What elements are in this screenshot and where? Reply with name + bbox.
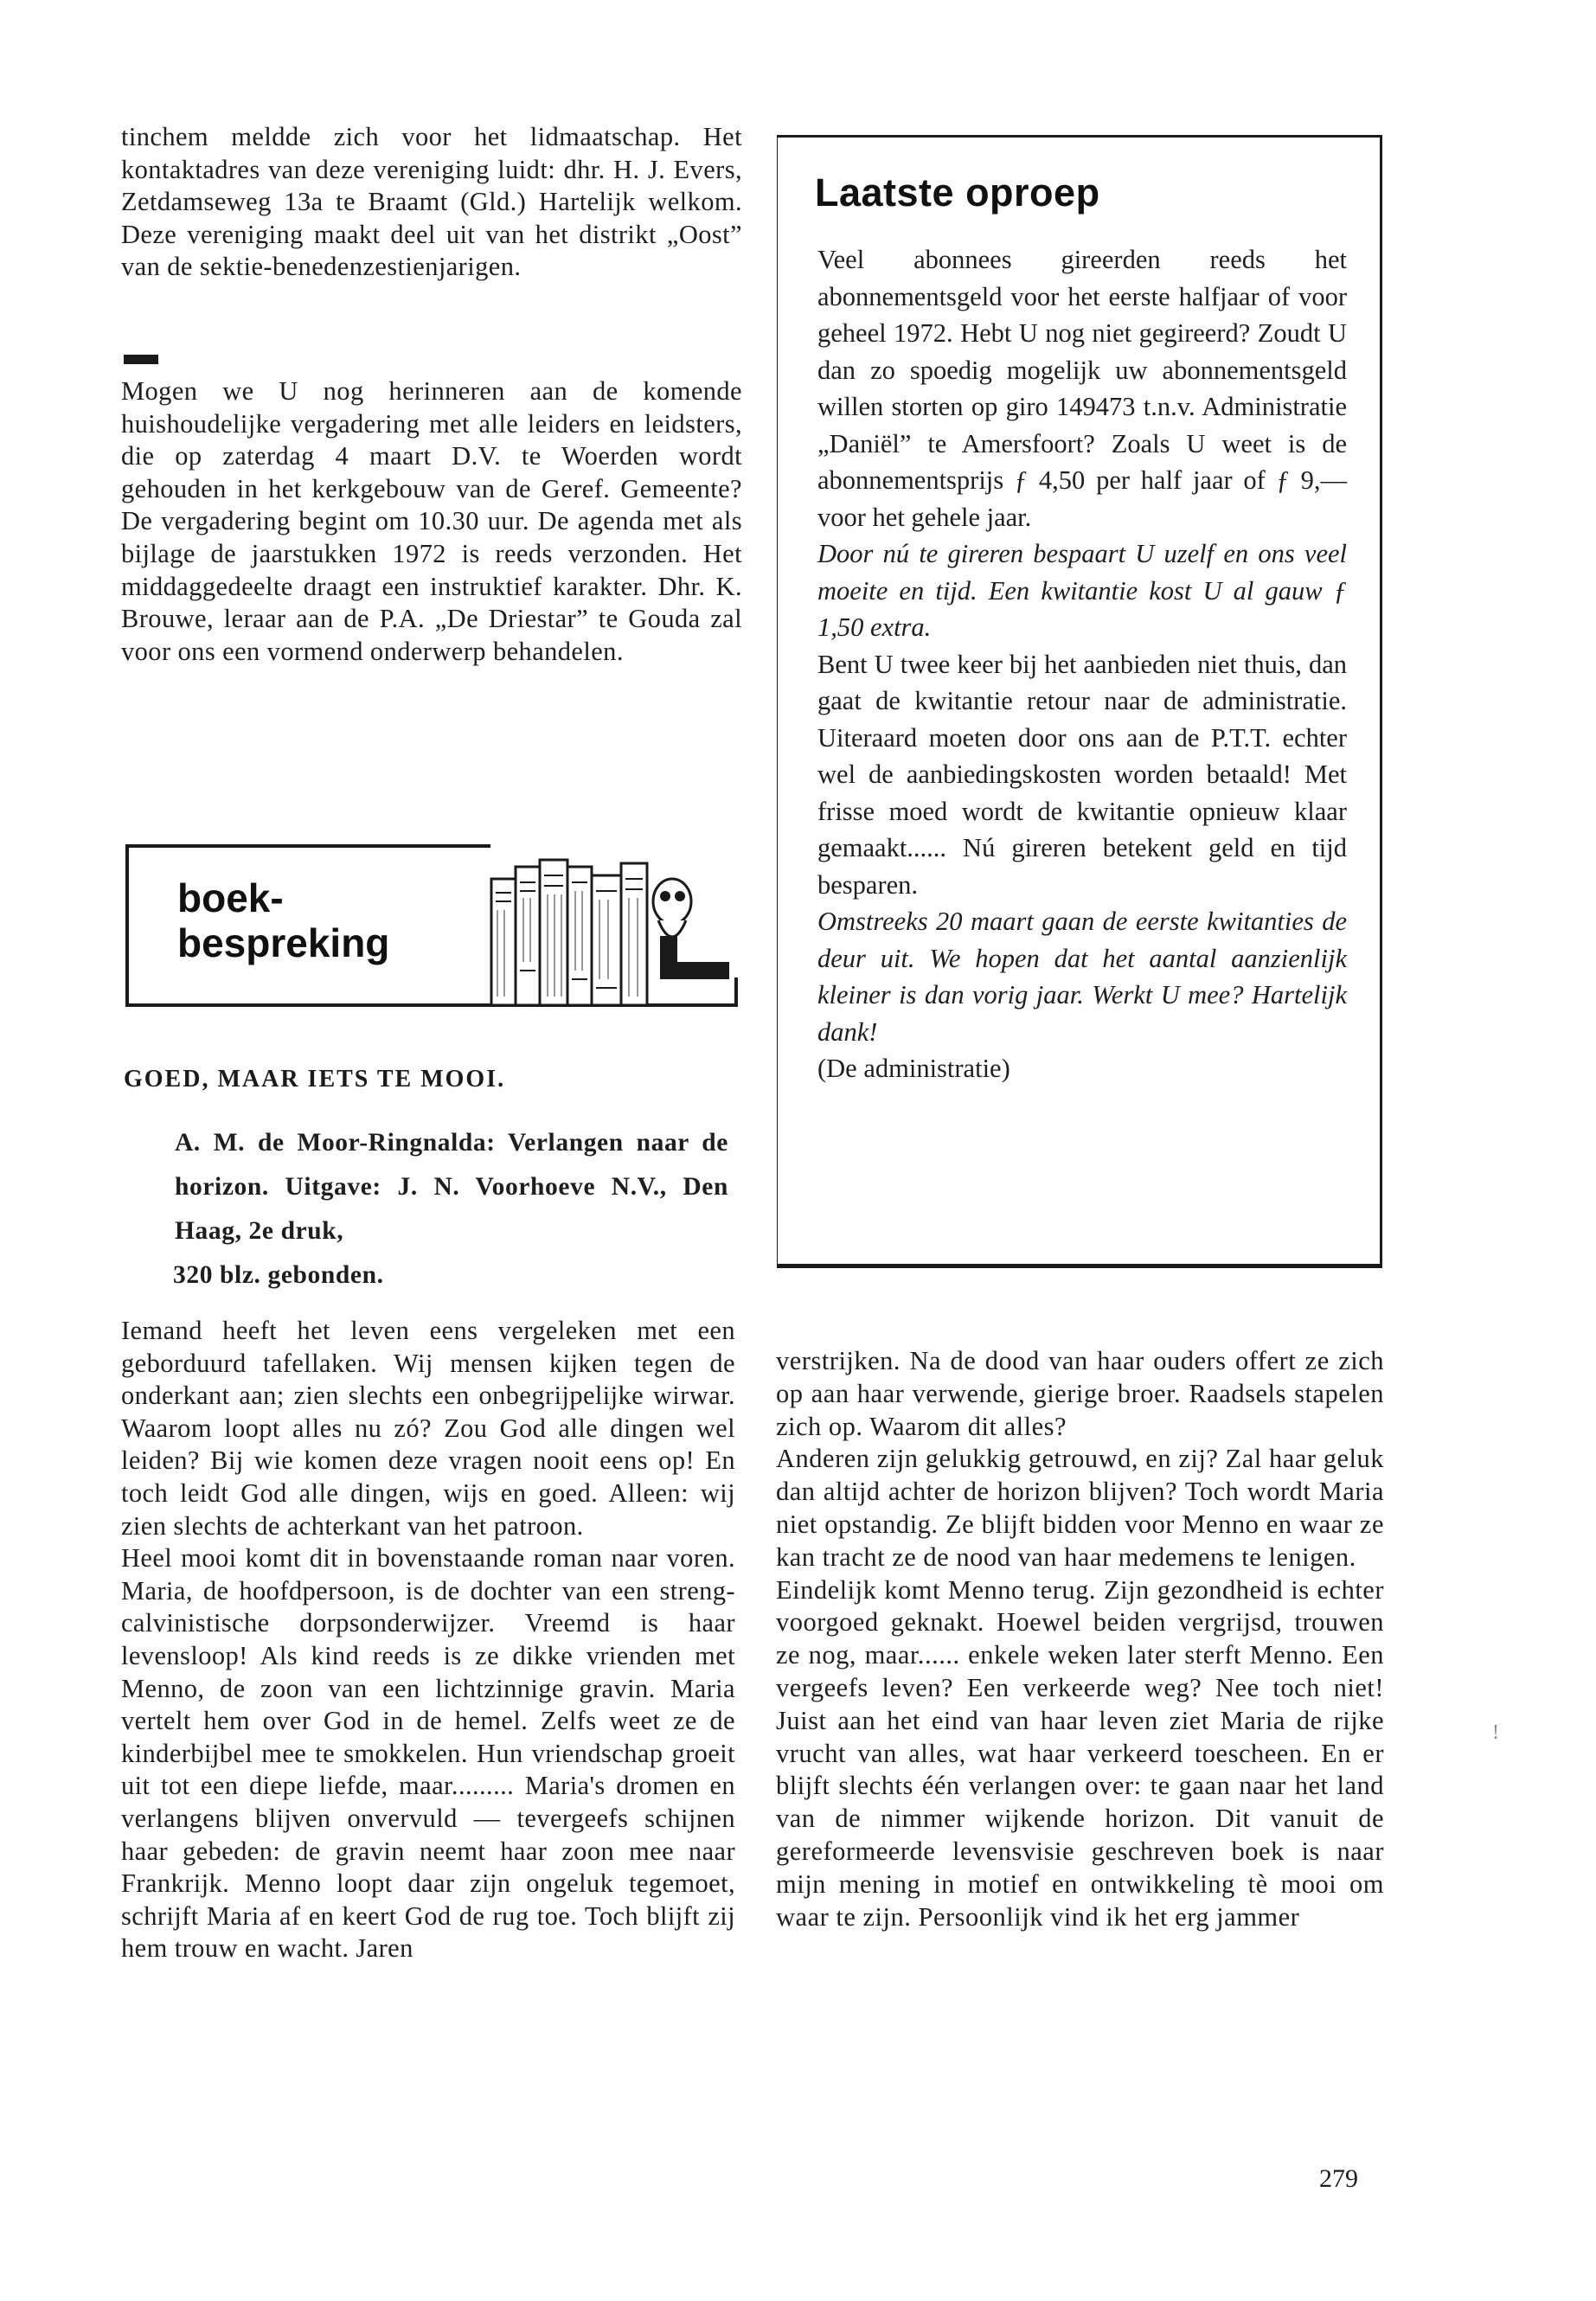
biblio-main: A. M. de Moor-Ringnalda: Verlangen naar de horizon. Uitgave: J. N. Voorhoeve N.V., Den Haag, 2e druk, <box>175 1129 728 1245</box>
meeting-paragraph: Mogen we U nog herinneren aan de komende huishoudelijke vergadering met alle leiders en leidsters, die op zaterdag 4 maart D.V. te Woerden wordt gehouden in het kerkgebouw van de Geref. Gemeente? De vergadering begint om 10.30 uur. De agenda met als bijlage de jaarstukken 1972 is reeds verzonden. Het middaggedeelte draagt een instruktief karakter. Dhr. K. Brouwe, leraar aan de P.A. „De Driestar” te Gouda zal voor ons een vormend onderwerp behandelen. <box>121 376 742 666</box>
book-review-word-2: bespreking <box>177 920 390 965</box>
book-review-word-1: boek- <box>177 875 284 920</box>
last-call-text <box>817 241 1347 1087</box>
last-call-signature: (De administratie) <box>817 1054 1010 1083</box>
review-paragraph: Heel mooi komt dit in bovenstaande roman naar voren. Maria, de hoofdpersoon, is de dochter van een streng-calvinistische dorpsonderwijzer. Vreemd is haar levensloop! Als kind reeds is ze dikke vrienden met Menno, de zoon van een lichtzinnige gravin. Maria vertelt hem over God in de hemel. Zelfs weet ze de kinderbijbel mee te smokkelen. Hun vriendschap groeit uit tot een diepe liefde, maar......... Maria's dromen en verlangens blijven onvervuld — tevergeefs schijnen haar gebeden: de gravin neemt haar zoon mee naar Frankrijk. Menno loopt daar zijn ongeluk tegemoet, schrijft Maria af en keert God de rug toe. Toch blijft zij hem trouw en wacht. Jaren <box>121 1543 735 1964</box>
last-call-box <box>777 135 1382 1268</box>
last-call-italic-note: Door nú te gireren bespaart U uzelf en ons veel moeite en tijd. Een kwitantie kost U al gauw ƒ 1,50 extra. <box>817 539 1347 642</box>
review-column-right <box>776 1345 1384 1933</box>
review-column-left <box>121 1315 735 1965</box>
review-bibliographic-info <box>175 1121 728 1298</box>
meeting-announcement <box>121 375 742 668</box>
section-separator-mark <box>124 355 158 364</box>
last-call-body: Veel abonnees gireerden reeds het abonnementsgeld voor het eerste halfjaar of voor geheel 1972. Hebt U nog niet gegireerd? Zoudt U dan zo spoedig mogelijk uw abonnementsgeld willen storten op giro 149473 t.n.v. Administratie „Daniël” te Amersfoort? Zoals U weet is de abonnementsprijs ƒ 4,50 per half jaar of ƒ 9,— voor het gehele jaar. <box>817 245 1347 532</box>
margin-mark: ! <box>1492 1721 1499 1744</box>
review-paragraph: Eindelijk komt Menno terug. Zijn gezondheid is echter voorgoed geknakt. Hoewel beiden vergrijsd, trouwen ze nog, maar...... enkele weken later sterft Menno. Een vergeefs leven? Een verkeerde weg? Nee toch niet! Juist aan het eind van haar leven ziet Maria de rijke vrucht van alles, wat haar verkeerd toescheen. En er blijft slechts één verlangen over: te gaan naar het land van de nimmer wijkende horizon. Dit vanuit de gereformeerde levensvisie geschreven boek is naar mijn mening in motief en ontwikkeling tè mooi om waar te zijn. Persoonlijk vind ik het erg jammer <box>776 1574 1384 1932</box>
review-paragraph: Iemand heeft het leven eens vergeleken met een geborduurd tafellaken. Wij mensen kijken tegen de onderkant aan; zien slechts een onbegrijpelijke wirwar. Waarom loopt alles nu zó? Zou God alle dingen wel leiden? Bij wie komen deze vragen nooit eens op! En toch leidt God alle dingen, wijs en goed. Alleen: wij zien slechts de achterkant van het patroon. <box>121 1316 735 1541</box>
review-paragraph: verstrijken. Na de dood van haar ouders offert ze zich op aan haar verwende, gierige broer. Raadsels stapelen zich op. Waarom dit alles? <box>776 1346 1384 1441</box>
review-paragraph: Anderen zijn gelukkig getrouwd, en zij? Zal haar geluk dan altijd achter de horizon blijven? Toch wordt Maria niet opstandig. Ze blijft bidden voor Menno en waar ze kan tracht ze de nood van haar medemens te lenigen. <box>776 1444 1384 1572</box>
biblio-last: 320 blz. gebonden. <box>173 1261 384 1289</box>
intro-paragraph: tinchem meldde zich voor het lidmaatschap. Het kontaktadres van deze vereniging luidt: dhr. H. J. Evers, Zetdamseweg 13a te Braamt (Gld.) Hartelijk welkom. Deze vereniging maakt deel uit van het distrikt „Oost” van de sektie-benedenzestienjarigen. <box>121 122 742 282</box>
last-call-italic-closing: Omstreeks 20 maart gaan de eerste kwitanties de deur uit. We hopen dat het aantal aanzienlijk kleiner is dan vorig jaar. Werkt U mee? Hartelijk dank! <box>817 907 1347 1047</box>
review-title: GOED, MAAR IETS TE MOOI. <box>124 1066 506 1093</box>
page-number: 279 <box>1319 2164 1358 2193</box>
book-review-logo <box>124 841 738 1014</box>
last-call-title: Laatste oproep <box>815 170 1100 215</box>
intro-column <box>121 121 742 284</box>
last-call-body-2: Bent U twee keer bij het aanbieden niet thuis, dan gaat de kwitantie retour naar de administratie. Uiteraard moeten door ons aan de P.T.T. echter wel de aanbiedingskosten worden betaald! Met frisse moed wordt de kwitantie opnieuw klaar gemaakt...... Nú gireren betekent geld en tijd besparen. <box>817 649 1347 900</box>
